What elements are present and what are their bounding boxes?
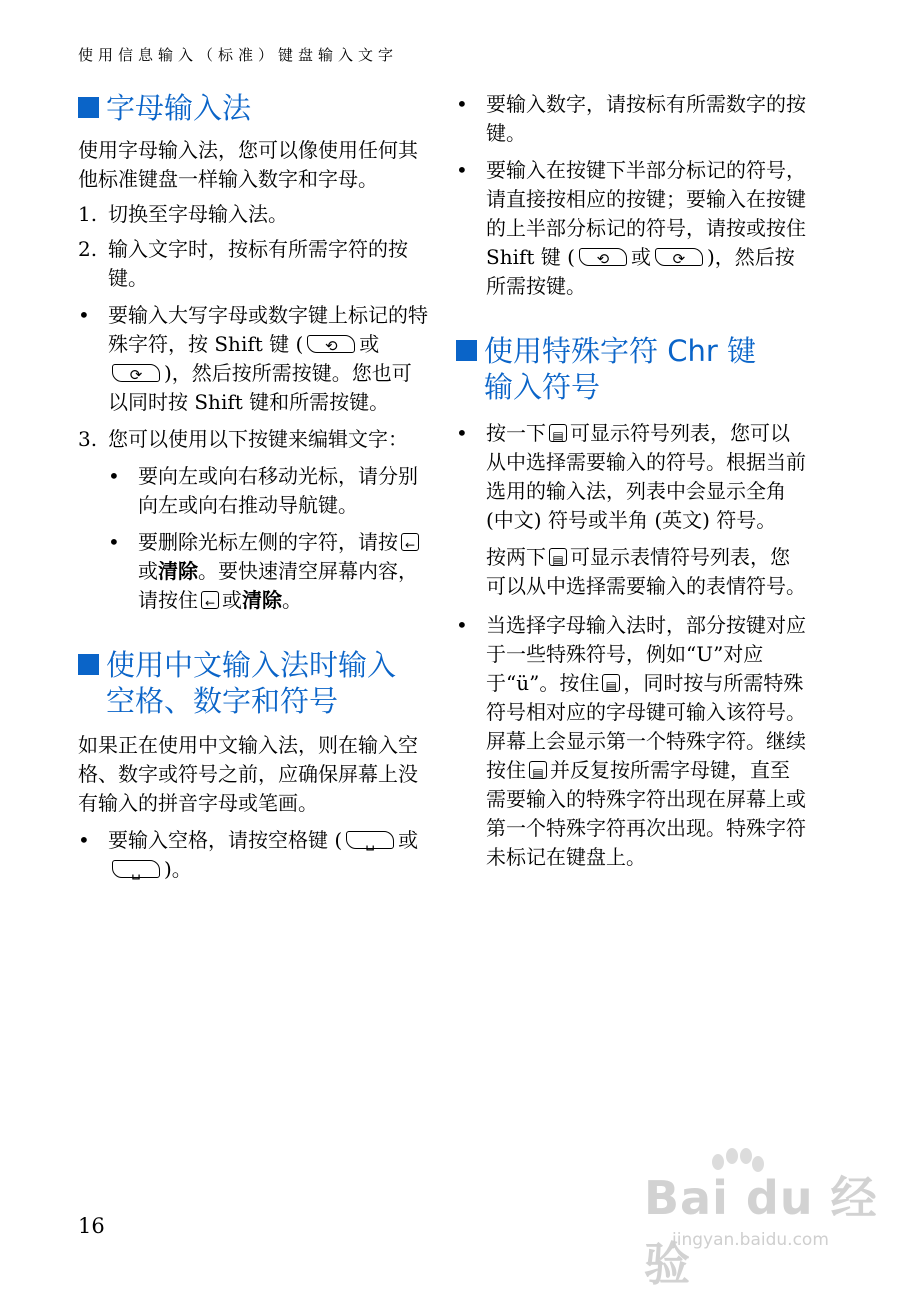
watermark-brand: Bai du 经验	[644, 1171, 878, 1291]
bullet-space: • 要输入空格，请按空格键 ( ␣ 或 ␣ )。	[78, 828, 419, 881]
backspace-key-icon: ←	[201, 591, 219, 609]
chr-key-icon: ▤	[529, 761, 547, 779]
backspace-key-icon: ←	[401, 533, 419, 551]
step-3: 3. 您可以使用以下按键来编辑文字：	[78, 427, 408, 451]
space-key-icon: ␣	[346, 831, 394, 849]
chinese-input-intro: 如果正在使用中文输入法，则在输入空格、数字或符号之前，应确保屏幕上没有输入的拼音字母或笔画。	[78, 733, 418, 815]
page-number: 16	[78, 1214, 105, 1238]
chr-key-icon: ▤	[602, 674, 620, 692]
bullet-symbols: • 要输入在按键下半部分标记的符号，请直接按相应的按键；要输入在按键的上半部分标记的符号，请按或按住 Shift 键 ( ⟲ 或 ⟳ )，然后按所需按键。	[456, 158, 806, 298]
bullet-special-chars: • 当选择字母输入法时，部分按键对应于一些特殊符号，例如“U”对应于“ü”。按住 ▤ ，同时按与所需特殊符号相对应的字母键可输入该符号。屏幕上会显示第一个特殊字符。继续按住 ▤ 并反复按所需字母键，直至需要输入的特殊字符出现在屏幕上或第一个特殊字符再次出现。特殊字符未标记在键盘上。	[456, 613, 806, 869]
section-title-letter-input: 字母输入法	[78, 90, 428, 126]
shift-left-key-icon: ⟲	[307, 335, 355, 353]
shift-left-key-icon: ⟲	[579, 248, 627, 266]
section-square-icon	[78, 97, 99, 118]
step-2: 2. 输入文字时，按标有所需字符的按键。	[78, 237, 408, 290]
section-square-icon	[78, 654, 99, 675]
sub-bullet-delete: • 要删除光标左侧的字符，请按 ← 或清除。要快速清空屏幕内容，请按住 ← 或清除。	[108, 530, 418, 612]
left-column	[78, 90, 428, 884]
bullet-uppercase: • 要输入大写字母或数字键上标记的特殊字符，按 Shift 键 ( ⟲ 或 ⟳ )，然后按所需按键。您也可以同时按 Shift 键和所需按键。	[78, 303, 428, 414]
step-1: 1. 切换至字母输入法。	[78, 202, 288, 226]
watermark-url: jingyan.baidu.com	[672, 1230, 829, 1250]
chr-key-icon: ▤	[549, 424, 567, 442]
shift-right-key-icon: ⟳	[112, 364, 160, 382]
bullet-digits: • 要输入数字，请按标有所需数字的按键。	[456, 92, 806, 145]
shift-right-key-icon: ⟳	[655, 248, 703, 266]
bullet-chr-twice: 按两下 ▤ 可显示表情符号列表，您可以从中选择需要输入的表情符号。	[486, 545, 806, 598]
section-square-icon	[456, 340, 477, 361]
running-head: 使用信息输入（标准）键盘输入文字	[78, 46, 399, 64]
letter-input-intro: 使用字母输入法，您可以像使用任何其他标准键盘一样输入数字和字母。	[78, 138, 418, 191]
right-column	[456, 90, 806, 872]
section-title-chinese-input: 使用中文输入法时输入 空格、数字和符号	[78, 647, 428, 719]
bullet-chr-once: • 按一下 ▤ 可显示符号列表，您可以从中选择需要输入的符号。根据当前选用的输入法，列表中会显示全角 (中文) 符号或半角 (英文) 符号。	[456, 421, 806, 532]
baidu-watermark	[640, 1148, 880, 1291]
space-key-icon: ␣	[112, 860, 160, 878]
sub-bullet-move-cursor: • 要向左或向右移动光标，请分别向左或向右推动导航键。	[108, 464, 418, 517]
chr-key-icon: ▤	[549, 548, 567, 566]
section-title-chr-key: 使用特殊字符 Chr 键 输入符号	[456, 333, 806, 405]
